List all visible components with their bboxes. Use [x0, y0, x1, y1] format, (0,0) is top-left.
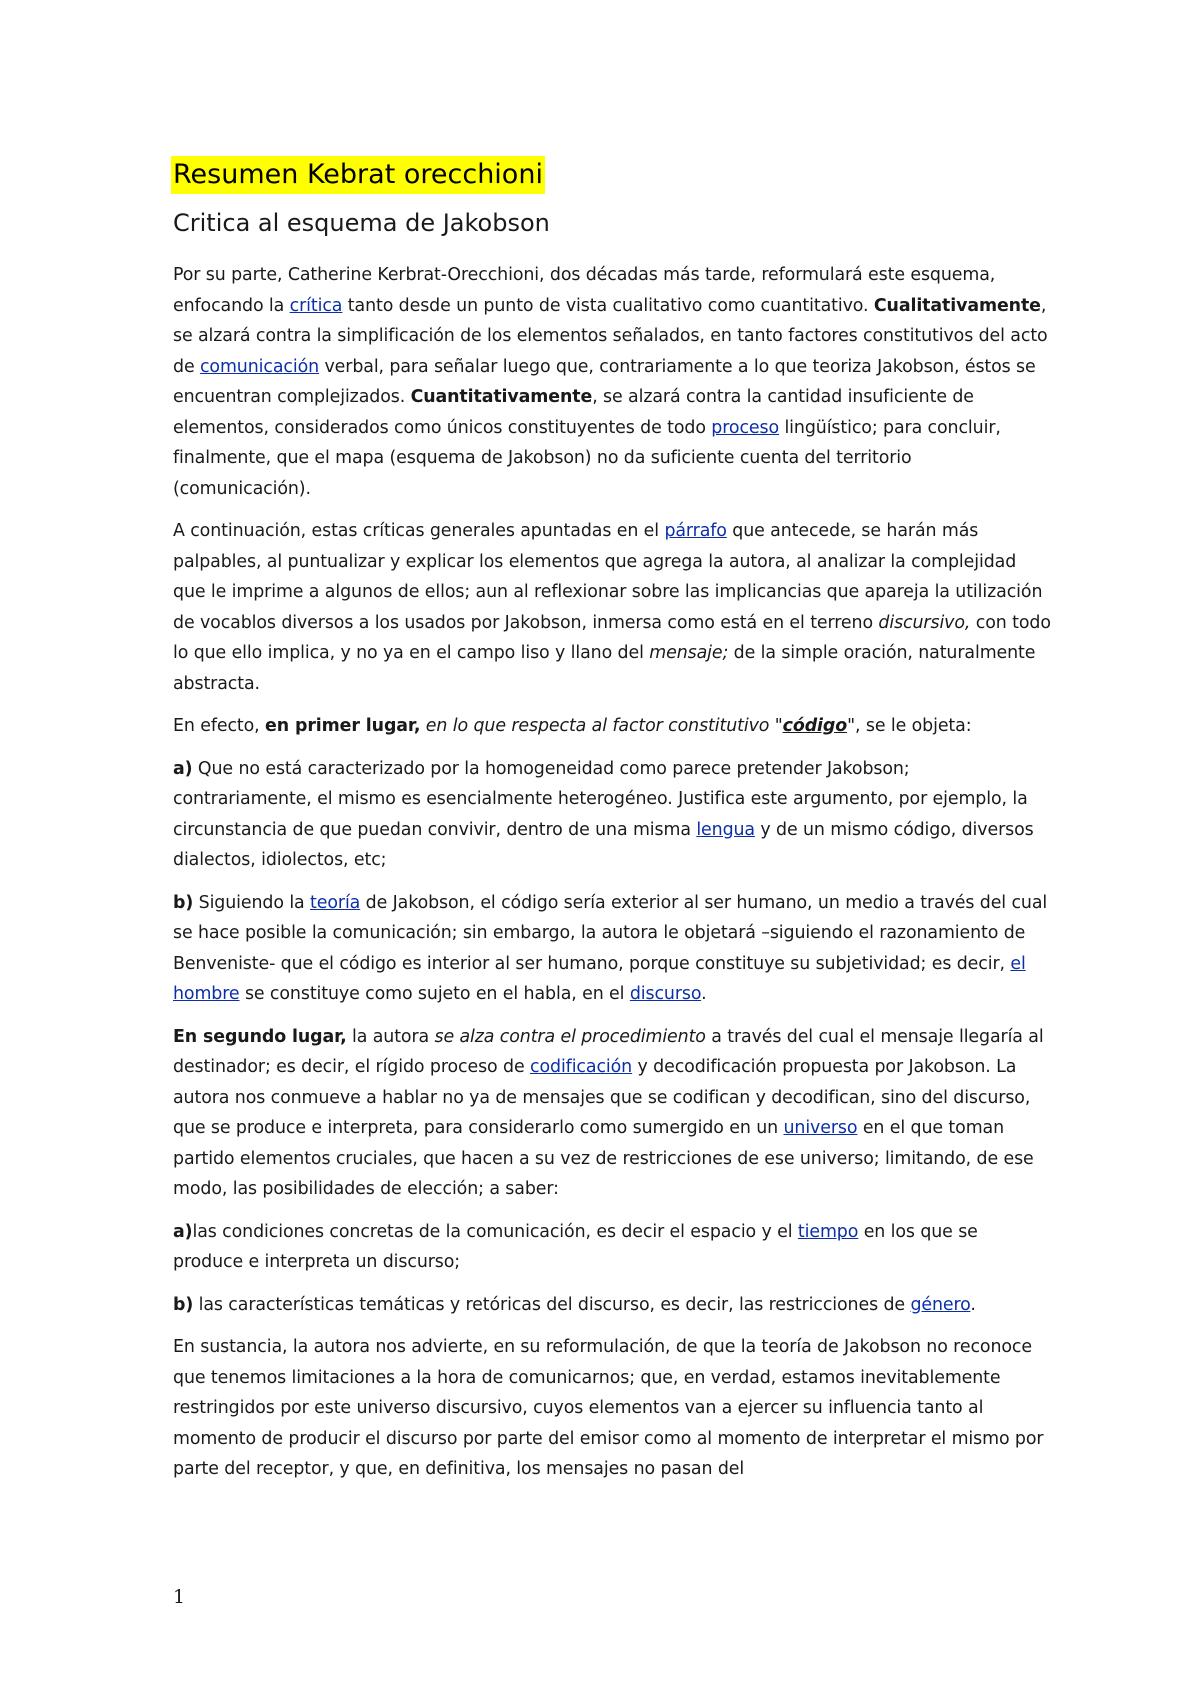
text: , se le objeta:	[855, 716, 972, 736]
list-marker: a)	[173, 758, 193, 779]
text: de Jakobson, el código sería exterior al ser humano, un medio a través del cual se hace posible la comunicación; sin embargo, la autora le objetará –siguiendo el razonamiento de Benveniste- que el código es interior al ser humano, porque constituye su subjetividad; es decir,	[173, 892, 1048, 974]
text: en los que se produce e interpreta un discurso;	[173, 1221, 978, 1272]
bold-text: Cualitativamente	[873, 295, 1041, 316]
list-marker: a)	[173, 1221, 193, 1242]
link-comunicacion[interactable]: comunicación	[199, 356, 320, 377]
bold-text: en primer lugar,	[265, 716, 421, 736]
text: las características temáticas y retóricas del discurso, es decir, las restricciones de	[193, 1294, 911, 1315]
italic-text: mensaje;	[649, 643, 729, 663]
bold-text: En segundo lugar,	[173, 1026, 347, 1047]
list-marker: b)	[173, 1294, 194, 1315]
list-marker: b)	[173, 892, 194, 913]
link-proceso[interactable]: proceso	[711, 417, 780, 438]
link-teoria[interactable]: teoría	[310, 892, 361, 913]
paragraph-5	[173, 888, 1053, 1010]
paragraph-6	[173, 1022, 1053, 1205]
text: En efecto,	[173, 716, 266, 736]
link-codigo[interactable]: código	[782, 716, 848, 736]
text: las condiciones concretas de la comunicación, es decir el espacio y el	[192, 1221, 798, 1242]
text: tanto desde un punto de vista cualitativo como cuantitativo.	[342, 295, 874, 316]
paragraph-8	[173, 1290, 1053, 1321]
italic-text: discursivo,	[878, 612, 971, 633]
text: con todo lo que ello implica, y no ya en el campo liso y llano del	[173, 612, 1051, 663]
link-el-hombre[interactable]: el hombre	[173, 953, 1026, 1004]
text: Que no está caracterizado por la homogeneidad como parece pretender Jakobson; contrariamente, el mismo es esencialmente heterogéneo. Justifica este argumento, por ejemplo, la circunstancia de que puedan convivir, dentro de una misma	[173, 758, 1028, 840]
italic-text: se alza contra el procedimiento	[434, 1026, 706, 1047]
text: A continuación, estas críticas generales apuntadas en el	[173, 521, 665, 541]
paragraph-2	[173, 516, 1053, 699]
text: .	[970, 1294, 976, 1315]
text: y de un mismo código, diversos dialectos, idiolectos, etc;	[173, 819, 1034, 870]
paragraph-9	[173, 1332, 1053, 1485]
paragraph-3	[173, 711, 1053, 742]
text: , se alzará contra la simplificación de los elementos señalados, en tanto factores constitutivos del acto de	[173, 295, 1048, 377]
link-parrafo[interactable]: párrafo	[664, 521, 727, 541]
text: Por su parte, Catherine Kerbrat-Orecchioni, dos décadas más tarde, reformulará este esquema, enfocando la	[173, 265, 996, 316]
text: Siguiendo la	[193, 892, 311, 913]
text: a través del cual el mensaje llegaría al destinador; es decir, el rígido proceso de	[173, 1026, 1044, 1077]
document-title: Resumen Kebrat orecchioni	[171, 156, 545, 194]
text: , se alzará contra la cantidad insuficiente de elementos, considerados como únicos constituyentes de todo	[173, 387, 974, 438]
italic-text: en lo que respecta al factor constitutivo "	[420, 716, 783, 736]
page-number: 1	[173, 1586, 186, 1608]
text: En sustancia, la autora nos advierte, en su reformulación, de que la teoría de Jakobson no reconoce que tenemos limitaciones a la hora de comunicarnos; que, en verdad, estamos inevitablemente restringidos por este universo discursivo, cuyos elementos van a ejercer su influencia tanto al momento de producir el discurso por parte del emisor como al momento de interpretar el mismo por parte del receptor, y que, en definitiva, los mensajes no pasan del	[173, 1337, 1044, 1479]
paragraph-4	[173, 754, 1053, 876]
link-tiempo[interactable]: tiempo	[797, 1221, 859, 1242]
italic-text: "	[847, 716, 856, 736]
link-critica[interactable]: crítica	[289, 295, 343, 316]
text: en el que toman partido elementos cruciales, que hacen a su vez de restricciones de ese universo; limitando, de ese modo, las posibilidades de elección; a saber:	[173, 1118, 1034, 1199]
link-universo[interactable]: universo	[783, 1118, 858, 1138]
text: se constituye como sujeto en el habla, en el	[239, 984, 630, 1004]
text: que antecede, se harán más palpables, al puntualizar y explicar los elementos que agrega la autora, al analizar la complejidad que le imprime a algunos de ellos; aun al reflexionar sobre las implicancias que apareja la utilización de vocablos diversos a los usados por Jakobson, inmersa como está en el terreno	[173, 521, 1043, 633]
text: .	[701, 984, 707, 1004]
bold-text: Cuantitativamente	[410, 387, 593, 407]
link-lengua[interactable]: lengua	[696, 819, 755, 840]
text: la autora	[346, 1026, 435, 1047]
paragraph-1	[173, 260, 1053, 504]
text: de la simple oración, naturalmente abstracta.	[173, 643, 1036, 694]
section-heading: Critica al esquema de Jakobson	[173, 209, 550, 237]
link-codificacion[interactable]: codificación	[530, 1057, 633, 1077]
paragraph-7	[173, 1217, 1053, 1278]
link-genero[interactable]: género	[910, 1294, 971, 1315]
link-discurso[interactable]: discurso	[629, 984, 702, 1004]
text: lingüístico; para concluir, finalmente, que el mapa (esquema de Jakobson) no da suficiente cuenta del territorio (comunicación).	[173, 417, 1001, 499]
text: y decodificación propuesta por Jakobson. La autora nos conmueve a hablar no ya de mensajes que se codifican y decodifican, sino del discurso, que se produce e interpreta, para considerarlo como sumergido en un	[173, 1057, 1031, 1138]
document-body	[173, 156, 1053, 1497]
text: verbal, para señalar luego que, contrariamente a lo que teoriza Jakobson, éstos se encuentran complejizados.	[173, 356, 1036, 407]
